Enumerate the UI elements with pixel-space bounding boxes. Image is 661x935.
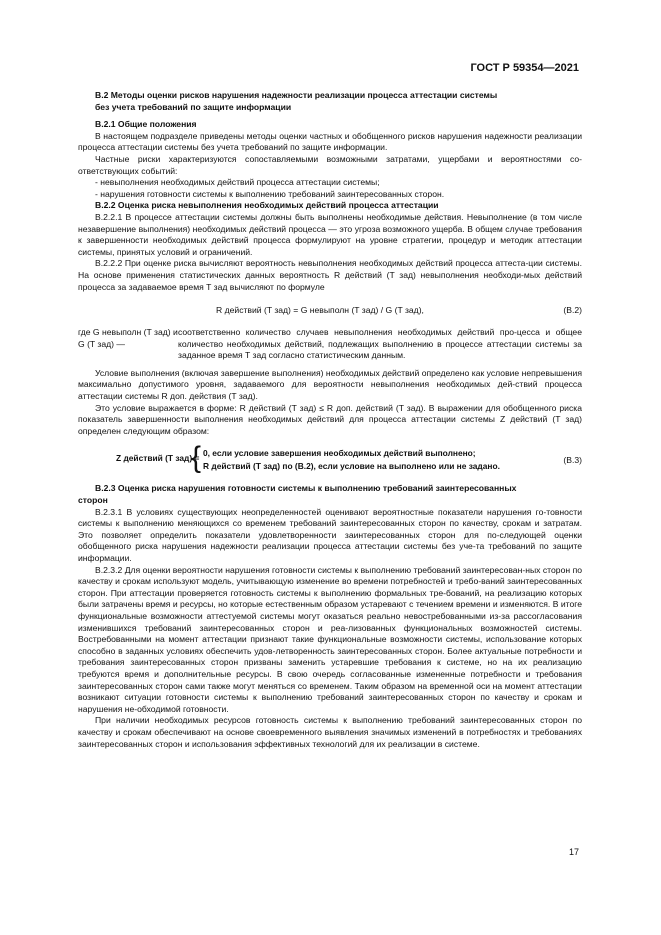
page-number: 17 (568, 847, 579, 857)
paragraph-b221: В.2.2.1 В процессе аттестации системы должны быть выполнены необходимые действия. Невыполнение (в том числе незавершение выполнения) необходимых действий процесса — это угроза возможного ущерба. В общем случае требования к завершенности необходимых действий процесса формулируют на уровне стратегии, процедур и методик аттестации системы, принятых условий и ограничений. (78, 211, 582, 257)
subsection-heading-b21: В.2.1 Общие положения (95, 119, 197, 130)
paragraph-b222: В.2.2.2 При оценке риска вычисляют вероятность невыполнения необходимых действий процесса аттеста-ции системы. На основе применения статистических данных вероятность R действий (T зад) невыполнения необходи-мых действий процесса за задаваемое время T зад вычисляют по формуле (78, 258, 582, 292)
formula-b2-number: (В.2) (563, 305, 582, 316)
paragraph-b21-2: Частные риски характеризуются сопоставляемыми возможными затратами, ущербами и вероятностями со-ответствующих событий: (78, 153, 582, 176)
paragraph-b21-1: В настоящем подразделе приведены методы оценки частных и обобщенного рисков нарушения надежности реализации процесса аттестации системы без учета требований по защите информации. (78, 130, 582, 153)
subsection-heading-b23-line1: В.2.3 Оценка риска нарушения готовности системы к выполнению требований заинтересованных (95, 483, 517, 494)
formula-b3-lhs: Z действий (T зад) = (116, 453, 200, 464)
formula-legend-label: где G невыполн (T зад) и G (T зад) — (78, 327, 178, 349)
formula-b3-case1: 0, если условие завершения необходимых действий выполнено; (203, 448, 476, 459)
standard-header: ГОСТ Р 59354—2021 (470, 62, 579, 74)
paragraph-condition: Условие выполнения (включая завершение выполнения) необходимых действий определено как условие непревышения максимально допустимого уровня, задаваемого для вероятности невыполнения необходимых дей-ствий процесса аттестации системы R доп. действия (T зад). (78, 367, 582, 402)
paragraph-condition-form: Это условие выражается в форме: R действий (T зад) ≤ R доп. действий (T зад). В выражении для обобщенного риска показатель завершенности выполнения необходимых действий для процесса аттестации системы Z действий (T зад) определен следующим образом: (78, 402, 582, 436)
list-item-1: - невыполнения необходимых действий процесса аттестации системы; (95, 177, 380, 188)
paragraph-b233: При наличии необходимых ресурсов готовность системы к выполнению требований заинтересованных сторон по качеству и срокам обеспечивают на основе своевременного выявления значимых изменений в потребностях и требованиях заинтересованных сторон и использования эффективных технологий для их реализации в системе. (78, 715, 582, 749)
section-title-line2: без учета требований по защите информации (95, 101, 292, 112)
page-content (78, 90, 582, 750)
formula-b3 (78, 441, 582, 475)
formula-b2 (78, 301, 582, 321)
formula-legend (78, 327, 582, 362)
formula-legend-text: соответственно количество случаев невыполнения необходимых действий про-цесса и общее количество необходимых действий, подлежащих выполнению в процессе аттестации системы за заданное время T зад согласно статистическим данным. (178, 327, 582, 361)
paragraph-b232: В.2.3.2 Для оценки вероятности нарушения готовности системы к выполнению требований заинтересован-ных сторон по качеству и срокам используют модель, учитывающую изменение во времени потребностей и требо-ваний заинтересованных сторон. При аттестации проверяется готовность системы к выполнению формальных тре-бований, на реализацию которых были затрачены время и ресурсы, но которые естественным образом устаревают с течением времени и изменяются. В итоге функциональные возможности аттестуемой системы могут оказаться реально невостребованными из-за рассогласования изменившихся требований заинтересованных сторон и реа-лизованных функциональных возможностей системы. Востребованными на момент аттестации признают такие функциональные возможности системы, использование которых способно в заданных условиях обеспечить удов-летворенность заинтересованных сторон. Более актуальные потребности и требования заинтересованных сторон призваны заменить устаревшие требования к системе, но на их реализацию требуются время и дополнительные ресурсы. В свою очередь согласованные измененные потребности и требования заинтересованных сторон сами также могут меняться со временем. Таким образом на временной оси на момент аттестации возникают ситуации готовности системы к выполнению требований заинтересованных сторон по качеству и срокам и нарушения не-обходимой готовности. (78, 564, 582, 714)
formula-b3-case2: R действий (T зад) по (В.2), если условие на выполнено или не задано. (203, 461, 500, 472)
subsection-heading-b23-line2: сторон (78, 495, 108, 506)
formula-b2-expression: R действий (T зад) = G невыполн (T зад) / G (T зад), (216, 305, 424, 316)
subsection-heading-b22: В.2.2 Оценка риска невыполнения необходимых действий процесса аттестации (95, 200, 439, 211)
section-title-line1: В.2 Методы оценки рисков нарушения надежности реализации процесса аттестации системы (95, 90, 498, 100)
paragraph-b231: В.2.3.1 В условиях существующих неопределенностей оценивают вероятностные показатели нарушения го-товности системы к выполнению меняющихся со временем требований заинтересованных сторон по качеству, срокам и затратам. Это позволяет определить показатели удовлетворенности заинтересованных сторон для по-следующей оценки обобщенного риска нарушения надежности реализации процесса аттестации системы без уче-та требований по защите информации. (78, 506, 582, 563)
brace-icon: { (191, 441, 202, 475)
list-item-2: - нарушения готовности системы к выполнению требований заинтересованных сторон. (95, 188, 445, 199)
formula-b3-number: (В.3) (563, 455, 582, 466)
